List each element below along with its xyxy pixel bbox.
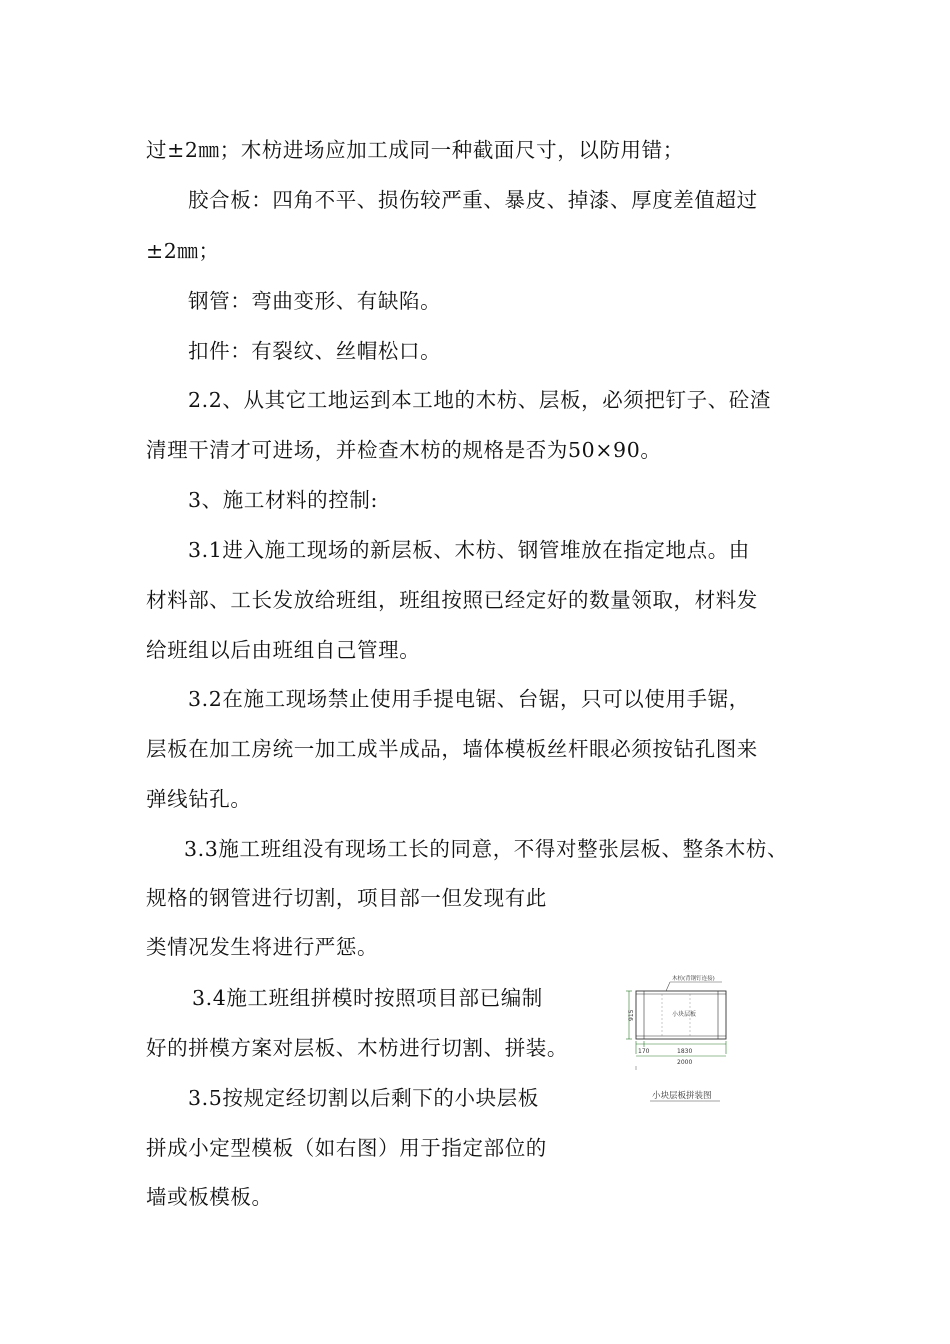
text-line: 2.2、从其它工地运到本工地的木枋、层板，必须把钉子、砼渣 (188, 388, 771, 412)
text-line: 扣件：有裂纹、丝帽松口。 (188, 339, 442, 363)
text-line: 拼成小定型模板（如右图）用于指定部位的 (146, 1136, 547, 1160)
text-line: 材料部、工长发放给班组，班组按照已经定好的数量领取，材料发 (146, 588, 758, 612)
dim-total: 2000 (677, 1059, 693, 1066)
dim-height: 915 (628, 1009, 635, 1021)
figure-inner-label: 小块层板 (672, 1011, 697, 1018)
text-line: 胶合板：四角不平、损伤较严重、暴皮、掉漆、厚度差值超过 (188, 188, 758, 212)
dim-left: 170 (638, 1048, 650, 1055)
dim-inner: 1830 (677, 1048, 693, 1055)
text-line: 3.1进入施工现场的新层板、木枋、钢管堆放在指定地点。由 (188, 538, 750, 562)
figure-caption: 小块层板拼装图 (652, 1091, 712, 1101)
text-line: 3.3施工班组没有现场工长的同意，不得对整张层板、整条木枋、 (184, 837, 789, 861)
text-line: 好的拼模方案对层板、木枋进行切割、拼装。 (146, 1036, 568, 1060)
text-line: 3、施工材料的控制: (188, 488, 378, 512)
text-line: 类情况发生将进行严惩。 (146, 935, 379, 959)
text-line: 给班组以后由班组自己管理。 (146, 638, 421, 662)
text-line: 钢管：弯曲变形、有缺陷。 (188, 289, 442, 313)
text-line: 3.2在施工现场禁止使用手提电锯、台锯，只可以使用手锯， (188, 687, 750, 711)
text-line: 墙或板模板。 (146, 1185, 273, 1209)
text-line: 过±2㎜；木枋进场应加工成同一种截面尺寸，以防用错； (146, 138, 684, 162)
formwork-assembly-figure (622, 972, 742, 1107)
text-line: 3.5按规定经切割以后剩下的小块层板 (188, 1086, 539, 1110)
text-line: ±2㎜； (146, 239, 220, 263)
text-line: 层板在加工房统一加工成半成品，墙体模板丝杆眼必须按钻孔图来 (146, 737, 758, 761)
text-line: 3.4施工班组拼模时按照项目部已编制 (192, 986, 543, 1010)
figure-top-label: 木枋(背钢钉连接) (672, 976, 715, 982)
text-line: 弹线钻孔。 (146, 787, 252, 811)
text-line: 规格的钢管进行切割，项目部一但发现有此 (146, 886, 547, 910)
text-line: 清理干清才可进场，并检查木枋的规格是否为50×90。 (146, 438, 662, 462)
